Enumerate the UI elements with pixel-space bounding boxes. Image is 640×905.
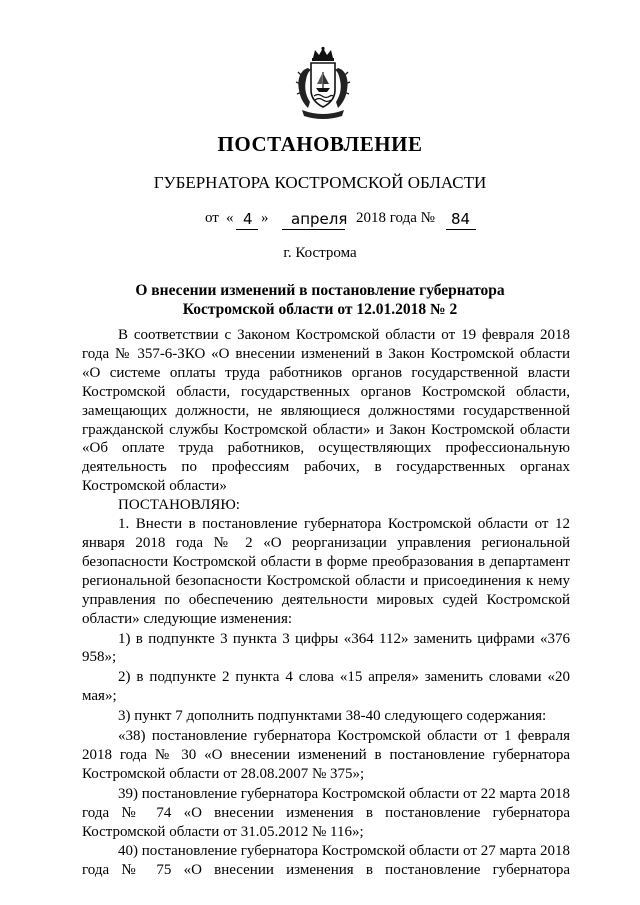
date-prefix: от <box>205 210 219 226</box>
document-heading <box>0 281 640 319</box>
preamble-paragraph: В соответствии с Законом Костромской области от 19 февраля 2018 года № 357-6-ЗКО «О внесении изменений в Закон Костромской области «О системе оплаты труда работников органов государственной власти Костромской области, государственных органов Костромской области, замещающих должности, не являющиеся должностями государственной гражданской службы Костромской области» и Закон Костромской области «Об оплате труда работников, осуществляющих профессиональную деятельность по профессиям рабочих, в государственных органах Костромской области» <box>82 327 570 495</box>
day-underline <box>236 229 258 230</box>
heading-line-2: Костромской области от 12.01.2018 № 2 <box>182 301 458 318</box>
number-underline <box>446 229 476 230</box>
document-city: г. Кострома <box>283 245 357 261</box>
resolution-word: ПОСТАНОВЛЯЮ: <box>118 497 240 514</box>
coat-of-arms-icon <box>294 46 352 122</box>
date-open-quote: « <box>226 210 234 226</box>
date-month: апреля <box>291 210 348 228</box>
subitem-40-paragraph: 40) постановление губернатора Костромской области от 27 марта 2018 года № 75 «О внесении изменения в постановление губернатора <box>82 843 570 879</box>
document-issuer: ГУБЕРНАТОРА КОСТРОМСКОЙ ОБЛАСТИ <box>153 173 487 192</box>
document-dateline <box>0 210 640 232</box>
month-underline <box>282 229 345 230</box>
subitem-39-paragraph: 39) постановление губернатора Костромской области от 22 марта 2018 года № 74 «О внесении изменения в постановление губернатора Костромской области от 31.05.2012 № 116»; <box>82 785 570 840</box>
date-day: 4 <box>243 210 253 228</box>
date-year: 2018 года № <box>356 210 435 226</box>
document-body <box>82 326 570 880</box>
subitem-2-paragraph: 2) в подпункте 2 пункта 4 слова «15 апреля» заменить словами «20 мая»; <box>82 669 570 705</box>
date-close-quote: » <box>261 210 269 226</box>
subitem-3-paragraph: 3) пункт 7 дополнить подпунктами 38-40 следующего содержания: <box>118 708 547 725</box>
document-number: 84 <box>451 210 471 228</box>
heading-line-1: О внесении изменений в постановление губернатора <box>135 282 505 299</box>
item-1-paragraph: 1. Внести в постановление губернатора Костромской области от 12 января 2018 года № 2 «О реорганизации управления региональной безопасности Костромской области в форме преобразования в департамент региональной безопасности Костромской области и присоединения к нему управления по обеспечению деятельности мировых судей Костромской области» следующие изменения: <box>82 516 570 627</box>
subitem-38-paragraph: «38) постановление губернатора Костромской области от 1 февраля 2018 года № 30 «О внесении изменений в постановление губернатора Костромской области от 28.08.2007 № 375»; <box>82 728 570 782</box>
document-title: ПОСТАНОВЛЕНИЕ <box>217 132 423 156</box>
subitem-1-paragraph: 1) в подпункте 3 пункта 3 цифры «364 112» заменить цифрами «376 958»; <box>82 630 570 666</box>
